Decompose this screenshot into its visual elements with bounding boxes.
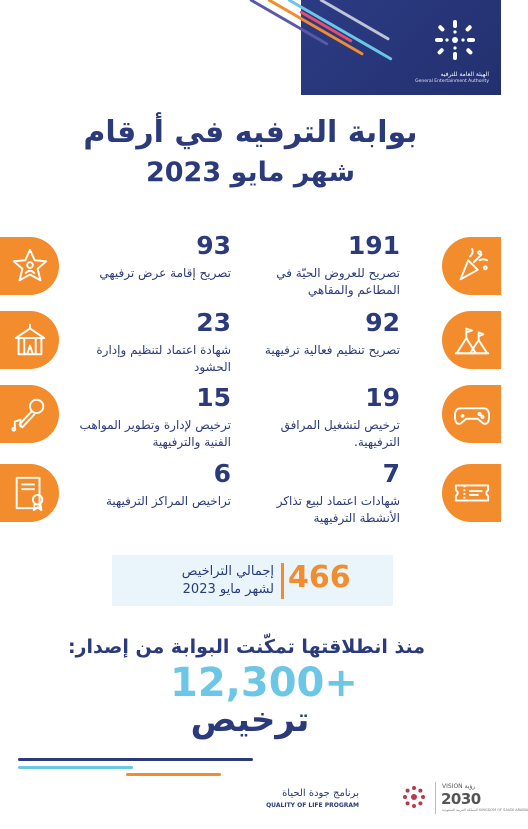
footer-divider (435, 782, 436, 814)
vision-year: 2030 (441, 790, 481, 808)
cumulative-total-label: ترخيص (190, 700, 310, 740)
qol-emblem-icon (401, 784, 427, 810)
total-box (112, 555, 393, 606)
gea-logo-english: General Entertainment Authority (415, 79, 489, 84)
stat-value: 92 (365, 308, 400, 337)
tents-icon (442, 311, 501, 369)
stat-value: 191 (347, 231, 400, 260)
stat-label: تراخيص المراكز الترفيهية (105, 494, 231, 508)
stat-label: شهادة اعتماد لتنظيم وإدارة الحشود (96, 343, 231, 374)
stat-value: 23 (196, 308, 231, 337)
total-divider (281, 563, 284, 599)
stat-label: ترخيص لتشغيل المرافق الترفيهية. (280, 418, 400, 449)
stat-label: ترخيص لإدارة وتطوير المواهب الفنية والترفيهية (79, 418, 231, 449)
microphone-music-icon (0, 385, 59, 443)
decor-stripe (126, 773, 221, 776)
page-title: بوابة الترفيه في أرقام (83, 115, 418, 150)
qol-program-arabic: برنامج جودة الحياة (282, 788, 359, 799)
vision-label: VISION رؤية (442, 783, 476, 790)
decor-stripe (18, 766, 133, 769)
total-label: إجمالي التراخيص (181, 564, 274, 579)
qol-program-english: QUALITY OF LIFE PROGRAM (266, 802, 359, 809)
stat-value: 6 (213, 459, 231, 488)
stat-value: 7 (382, 459, 400, 488)
page-subtitle: شهر مايو 2023 (145, 157, 356, 188)
stat-label: تصريح للعروض الحيّة في المطاعم والمقاهي (276, 266, 400, 297)
stat-value: 19 (365, 383, 400, 412)
stat-label: تصريح إقامة عرض ترفيهي (99, 266, 231, 280)
star-performer-icon (0, 237, 59, 295)
ticket-icon (442, 464, 501, 522)
cumulative-total-value: 12,300+ (170, 660, 358, 706)
stat-label: تصريح تنظيم فعالية ترفيهية (264, 343, 400, 357)
circus-tent-icon (0, 311, 59, 369)
decor-stripe (18, 758, 253, 761)
total-value: 466 (288, 560, 351, 595)
gamepad-icon (442, 385, 501, 443)
certificate-icon (0, 464, 59, 522)
stat-value: 93 (196, 231, 231, 260)
gea-logo-arabic: الهيئة العامة للترفيه (440, 71, 489, 78)
party-popper-icon (442, 237, 501, 295)
vision-kingdom-label: المملكة العربية السعودية KINGDOM OF SAUDI ARABIA (442, 808, 528, 812)
stat-label: شهادات اعتماد لبيع تذاكر الأنشطة الترفيهية (276, 494, 400, 525)
stat-value: 15 (196, 383, 231, 412)
header-banner (0, 0, 501, 95)
total-period: لشهر مايو 2023 (182, 582, 274, 597)
since-launch-text: منذ انطلاقتها تمكّنت البوابة من إصدار: (67, 636, 425, 658)
